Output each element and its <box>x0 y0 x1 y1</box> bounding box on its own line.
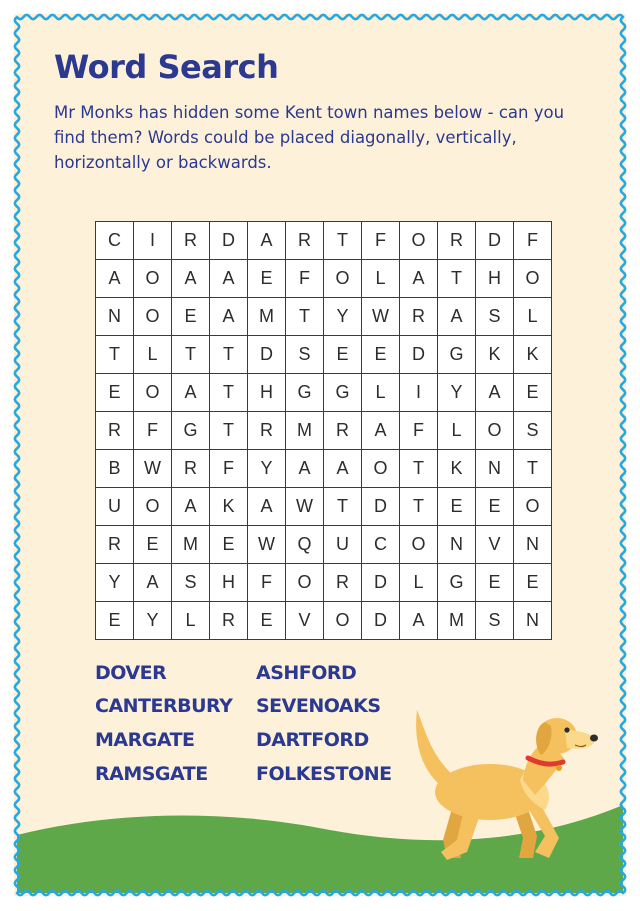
instructions-text: Mr Monks has hidden some Kent town names below - can you find them? Words could be placed diagonally, vertically, horizontally or backwards. <box>54 103 565 172</box>
grid-cell: N <box>476 450 514 488</box>
grid-row <box>96 260 552 298</box>
grid-cell: A <box>172 488 210 526</box>
grid-cell: E <box>362 336 400 374</box>
grid-cell: N <box>514 602 552 640</box>
grid-cell: E <box>210 526 248 564</box>
grid-cell: O <box>400 526 438 564</box>
grid-cell: W <box>134 450 172 488</box>
grid-cell: O <box>134 374 172 412</box>
grid-cell: E <box>476 564 514 602</box>
grid-cell: A <box>210 260 248 298</box>
grid-cell: F <box>210 450 248 488</box>
page-title: Word Search <box>54 48 279 86</box>
grid-cell: L <box>400 564 438 602</box>
grid-cell: Y <box>248 450 286 488</box>
grid-cell: W <box>286 488 324 526</box>
grid-cell: L <box>172 602 210 640</box>
grid-cell: A <box>324 450 362 488</box>
grid-cell: E <box>134 526 172 564</box>
grid-cell: L <box>362 260 400 298</box>
grid-cell: O <box>514 260 552 298</box>
grid-cell: V <box>476 526 514 564</box>
grid-cell: E <box>324 336 362 374</box>
word-item: DARTFORD <box>256 729 369 751</box>
grid-cell: A <box>400 260 438 298</box>
grid-cell: T <box>324 222 362 260</box>
grid-cell: A <box>172 260 210 298</box>
grid-cell: T <box>210 412 248 450</box>
grid-cell: D <box>248 336 286 374</box>
grid-cell: T <box>96 336 134 374</box>
grid-cell: U <box>324 526 362 564</box>
grid-cell: A <box>172 374 210 412</box>
grid-cell: A <box>476 374 514 412</box>
grid-cell: L <box>134 336 172 374</box>
grid-cell: G <box>438 564 476 602</box>
grid-cell: T <box>324 488 362 526</box>
grid-cell: G <box>286 374 324 412</box>
word-item: SEVENOAKS <box>256 695 381 717</box>
word-item: MARGATE <box>95 729 195 751</box>
grid-row <box>96 602 552 640</box>
grid-cell: T <box>438 260 476 298</box>
grid-cell: R <box>400 298 438 336</box>
grid-cell: L <box>514 298 552 336</box>
grid-cell: R <box>96 412 134 450</box>
grid-cell: Y <box>438 374 476 412</box>
grid-cell: Y <box>96 564 134 602</box>
grid-cell: M <box>286 412 324 450</box>
grid-cell: Y <box>324 298 362 336</box>
grid-cell: K <box>476 336 514 374</box>
grid-cell: H <box>476 260 514 298</box>
grid-cell: T <box>514 450 552 488</box>
grid-cell: R <box>172 450 210 488</box>
grid-cell: E <box>476 488 514 526</box>
grid-cell: A <box>248 488 286 526</box>
grid-cell: G <box>438 336 476 374</box>
grid-cell: F <box>400 412 438 450</box>
word-item: CANTERBURY <box>95 695 233 717</box>
grid-cell: A <box>96 260 134 298</box>
grid-cell: D <box>362 488 400 526</box>
grid-cell: R <box>96 526 134 564</box>
grid-cell: B <box>96 450 134 488</box>
grid-cell: N <box>96 298 134 336</box>
grid-cell: I <box>134 222 172 260</box>
grid-cell: U <box>96 488 134 526</box>
grid-cell: W <box>248 526 286 564</box>
grid-cell: E <box>248 602 286 640</box>
grid-cell: O <box>324 260 362 298</box>
grid-cell: C <box>96 222 134 260</box>
grid-cell: D <box>400 336 438 374</box>
grid-cell: V <box>286 602 324 640</box>
grid-cell: T <box>210 374 248 412</box>
grid-cell: O <box>286 564 324 602</box>
grid-cell: A <box>400 602 438 640</box>
word-item: ASHFORD <box>256 662 357 684</box>
grid-row <box>96 298 552 336</box>
grid-cell: K <box>514 336 552 374</box>
grid-row <box>96 374 552 412</box>
grid-cell: F <box>286 260 324 298</box>
grid-row <box>96 412 552 450</box>
grid-cell: H <box>248 374 286 412</box>
word-search-grid <box>95 221 552 640</box>
grid-cell: T <box>286 298 324 336</box>
grid-cell: R <box>210 602 248 640</box>
grid-cell: M <box>438 602 476 640</box>
grid-cell: O <box>324 602 362 640</box>
grid-cell: E <box>96 602 134 640</box>
grid-cell: F <box>362 222 400 260</box>
word-item: FOLKESTONE <box>256 763 392 785</box>
grid-cell: Q <box>286 526 324 564</box>
grid-cell: D <box>210 222 248 260</box>
grid-cell: R <box>286 222 324 260</box>
grid-cell: A <box>438 298 476 336</box>
grid-cell: Y <box>134 602 172 640</box>
grid-cell: M <box>172 526 210 564</box>
grid-cell: O <box>134 298 172 336</box>
grid-cell: A <box>210 298 248 336</box>
grid-cell: E <box>514 374 552 412</box>
grid-cell: T <box>172 336 210 374</box>
grid-row <box>96 564 552 602</box>
grid-cell: S <box>476 298 514 336</box>
grid-row <box>96 336 552 374</box>
grid-cell: N <box>514 526 552 564</box>
grid-cell: G <box>324 374 362 412</box>
grid-cell: K <box>210 488 248 526</box>
grid-cell: C <box>362 526 400 564</box>
grid-cell: S <box>514 412 552 450</box>
grid-cell: E <box>514 564 552 602</box>
grid-cell: W <box>362 298 400 336</box>
grid-cell: O <box>362 450 400 488</box>
grid-cell: R <box>324 564 362 602</box>
grid-cell: O <box>476 412 514 450</box>
grid-cell: R <box>324 412 362 450</box>
grid-cell: R <box>248 412 286 450</box>
grid-cell: O <box>134 488 172 526</box>
grid-cell: T <box>210 336 248 374</box>
grid-cell: R <box>172 222 210 260</box>
grid-cell: L <box>362 374 400 412</box>
grid-cell: D <box>362 602 400 640</box>
grid-cell: F <box>134 412 172 450</box>
grid-cell: D <box>476 222 514 260</box>
grid-row <box>96 222 552 260</box>
grid-cell: S <box>172 564 210 602</box>
grid-cell: D <box>362 564 400 602</box>
grid-cell: T <box>400 450 438 488</box>
grid-cell: L <box>438 412 476 450</box>
grid-row <box>96 526 552 564</box>
grid-cell: F <box>514 222 552 260</box>
dog-icon <box>395 700 605 870</box>
grid-cell: H <box>210 564 248 602</box>
grid-cell: S <box>476 602 514 640</box>
grid-cell: E <box>248 260 286 298</box>
grid-row <box>96 450 552 488</box>
word-item: DOVER <box>95 662 167 684</box>
grid-cell: A <box>286 450 324 488</box>
grid-cell: E <box>96 374 134 412</box>
grid-cell: G <box>172 412 210 450</box>
grid-cell: I <box>400 374 438 412</box>
grid-cell: O <box>134 260 172 298</box>
grid-cell: R <box>438 222 476 260</box>
grid-cell: N <box>438 526 476 564</box>
grid-cell: S <box>286 336 324 374</box>
grid-cell: F <box>248 564 286 602</box>
grid-cell: T <box>400 488 438 526</box>
grid-cell: A <box>248 222 286 260</box>
grid-row <box>96 488 552 526</box>
grid-cell: E <box>172 298 210 336</box>
grid-cell: M <box>248 298 286 336</box>
grid-cell: E <box>438 488 476 526</box>
grid-cell: O <box>400 222 438 260</box>
grid-cell: A <box>134 564 172 602</box>
grid-cell: K <box>438 450 476 488</box>
grid-cell: O <box>514 488 552 526</box>
word-item: RAMSGATE <box>95 763 208 785</box>
grid-cell: A <box>362 412 400 450</box>
